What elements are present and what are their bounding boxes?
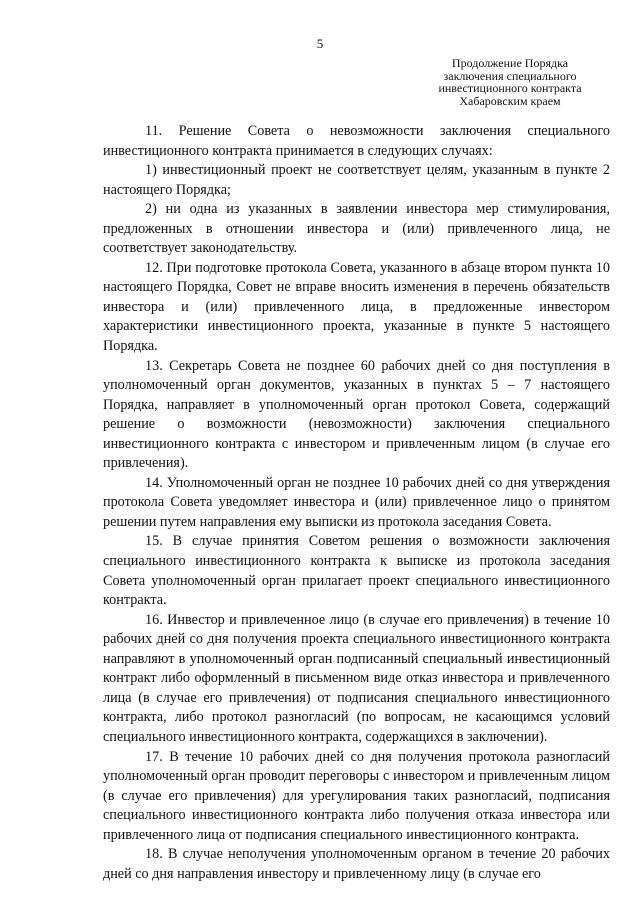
paragraph-11-item-1: 1) инвестиционный проект не соответствует целям, указанным в пункте 2 настоящего Порядка; (103, 162, 610, 198)
paragraph-18: 18. В случае неполучения уполномоченным органом в течение 20 рабочих дней со дня направления инвестору и привлеченному лицу (в случае его (103, 846, 610, 882)
paragraph-11-item-2: 2) ни одна из указанных в заявлении инвестора мер стимулирования, предложенных в отношении инвестора и (или) привлеченного лица, не соответствует законодательству. (103, 201, 610, 257)
running-head (420, 57, 600, 107)
paragraph-11: 11. Решение Совета о невозможности заключения специального инвестиционного контракта принимается в следующих случаях: (103, 123, 610, 159)
paragraph-17: 17. В течение 10 рабочих дней со дня получения протокола разногласий уполномоченный орган проводит переговоры с инвестором и привлеченным лицом (в случае его привлечения) для урегулирования таких разногласий, подписания специального инвестиционного контракта либо получения отказа инвестора или привлеченного лица от подписания специального инвестиционного контракта. (103, 748, 610, 843)
paragraph-15: 15. В случае принятия Советом решения о возможности заключения специального инвестиционного контракта к выписке из протокола заседания Совета уполномоченный орган прилагает проект специального инвестиционного контракта. (103, 533, 610, 609)
page-number: 5 (316, 36, 324, 51)
running-head-line: Хабаровским краем (459, 93, 561, 108)
paragraph-16: 16. Инвестор и привлеченное лицо (в случае его привлечения) в течение 10 рабочих дней со дня получения проекта специального инвестиционного контракта направляют в уполномоченный орган подписанный специальный инвестиционный контракт либо оформленный в письменном виде отказ инвестора и привлеченного лица (в случае его привлечения) от подписания специального инвестиционного контракта, либо протокол разногласий (по вопросам, не касающимся условий специального инвестиционного контракта, содержащихся в заключении). (103, 611, 610, 745)
paragraph-12: 12. При подготовке протокола Совета, указанного в абзаце втором пункта 10 настоящего Порядка, Совет не вправе вносить изменения в перечень обязательств инвестора и (или) привлеченного лица, в предложенные инвестором характеристики инвестиционного проекта, указанные в пункте 5 настоящего Порядка. (103, 259, 610, 355)
document-body (103, 122, 610, 884)
paragraph-14: 14. Уполномоченный орган не позднее 10 рабочих дней со дня утверждения протокола Совета уведомляет инвестора и (или) привлеченное лицо о принятом решении путем направления ему выписки из протокола заседания Совета. (103, 474, 610, 530)
running-head-line: Продолжение Порядка (451, 56, 569, 70)
running-head-line: заключения специального (443, 68, 577, 83)
paragraph-13: 13. Секретарь Совета не позднее 60 рабочих дней со дня поступления в уполномоченный орган документов, указанных в пунктах 5 – 7 настоящего Порядка, направляет в уполномоченный орган протокол Совета, содержащий решение о возможности (невозможности) заключения специального инвестиционного контракта с инвестором и привлеченным лицом (в случае его привлечения). (103, 357, 610, 472)
running-head-line: инвестиционного контракта (438, 81, 582, 95)
